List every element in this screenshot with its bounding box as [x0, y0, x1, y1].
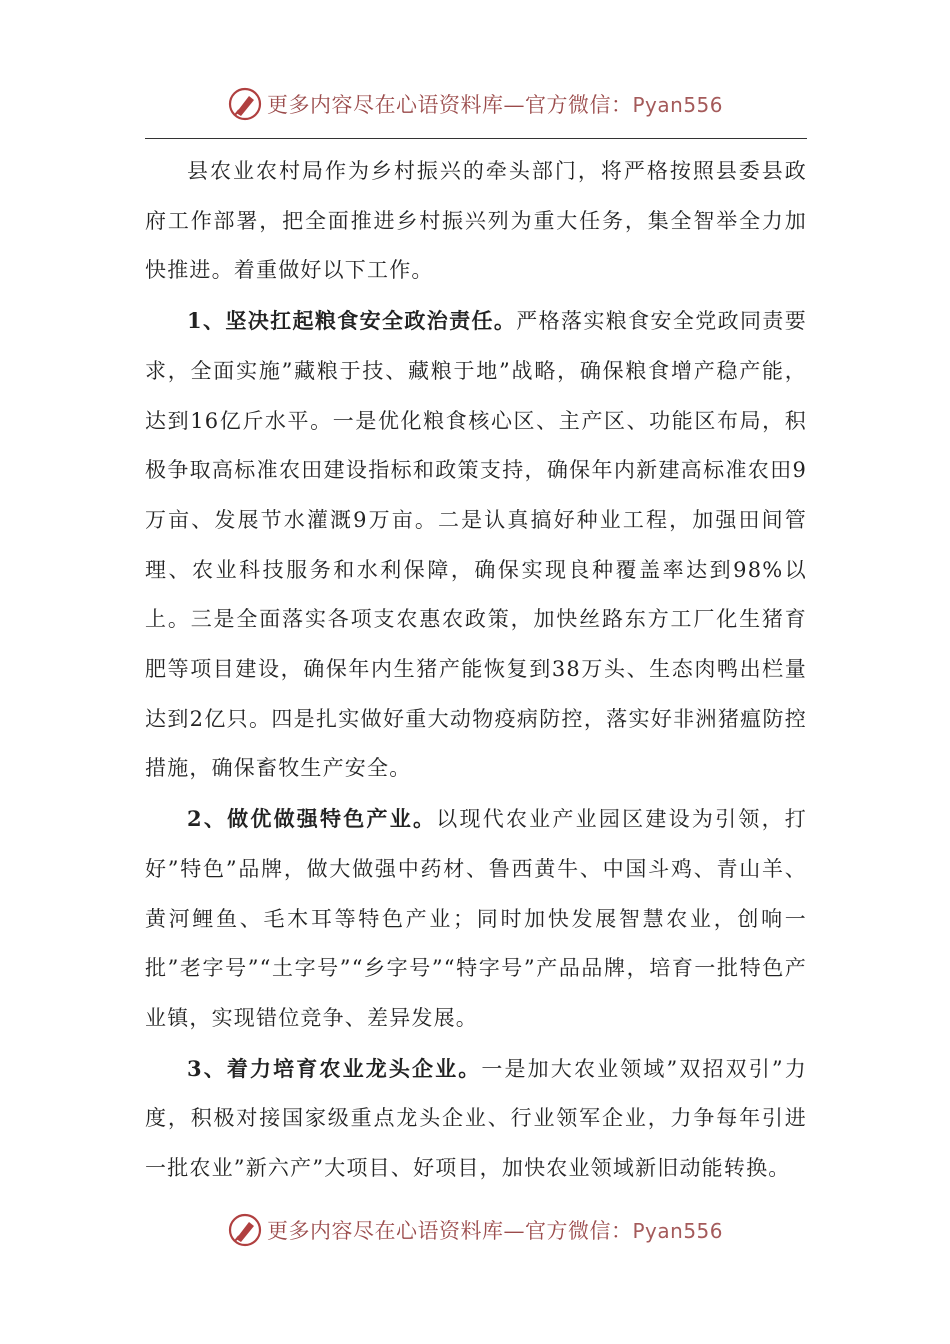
paragraph-1	[145, 296, 807, 794]
header-divider	[145, 138, 807, 139]
watermark-main-text: 更多内容尽在心语资料库—官方微信：	[266, 1219, 633, 1243]
paragraph-text: 以现代农业产业园区建设为引领，打好”特色”品牌，做大做强中药材、鲁西黄牛、中国斗鸡、青山羊、黄河鲤鱼、毛木耳等特色产业；同时加快发展智慧农业，创响一批”老字号”“土字号”“乡字号”“特字号”产品品牌，培育一批特色产业镇，实现错位竞争、差异发展。	[145, 807, 808, 1030]
paragraph-3	[145, 1044, 807, 1194]
paragraph-heading: 1、坚决扛起粮食安全政治责任。	[187, 308, 517, 334]
watermark-main-text: 更多内容尽在心语资料库—官方微信：	[266, 93, 633, 117]
paragraph-heading: 2、做优做强特色产业。	[187, 806, 437, 832]
watermark-text	[267, 1215, 723, 1245]
document-body	[145, 146, 807, 1194]
pen-nib-seal-icon	[227, 1212, 263, 1248]
paragraph-text: 一是加大农业领域”双招双引”力度，积极对接国家级重点龙头企业、行业领军企业，力争每年引进一批农业”新六产”大项目、好项目，加快农业领域新旧动能转换。	[145, 1056, 807, 1181]
watermark-banner-bottom	[0, 1210, 950, 1250]
watermark-id-text: Pyan556	[632, 93, 723, 117]
watermark-id-text: Pyan556	[632, 1219, 723, 1243]
watermark-banner-top	[0, 84, 950, 124]
paragraph-heading: 3、着力培育农业龙头企业。	[187, 1055, 482, 1081]
paragraph-2	[145, 794, 807, 1044]
paragraph-text: 县农业农村局作为乡村振兴的牵头部门，将严格按照县委县政府工作部署，把全面推进乡村振兴列为重大任务，集全智举全力加快推进。着重做好以下工作。	[145, 159, 807, 283]
paragraph-intro	[145, 146, 807, 296]
paragraph-text: 严格落实粮食安全党政同责要求，全面实施”藏粮于技、藏粮于地”战略，确保粮食增产稳产能，达到16亿斤水平。一是优化粮食核心区、主产区、功能区布局，积极争取高标准农田建设指标和政策支持，确保年内新建高标准农田9万亩、发展节水灌溉9万亩。二是认真搞好种业工程，加强田间管理、农业科技服务和水利保障，确保实现良种覆盖率达到98%以上。三是全面落实各项支农惠农政策，加快丝路东方工厂化生猪育肥等项目建设，确保年内生猪产能恢复到38万头、生态肉鸭出栏量达到2亿只。四是扎实做好重大动物疫病防控，落实好非洲猪瘟防控措施，确保畜牧生产安全。	[145, 309, 807, 781]
pen-nib-seal-icon	[227, 86, 263, 122]
watermark-text	[267, 89, 723, 119]
